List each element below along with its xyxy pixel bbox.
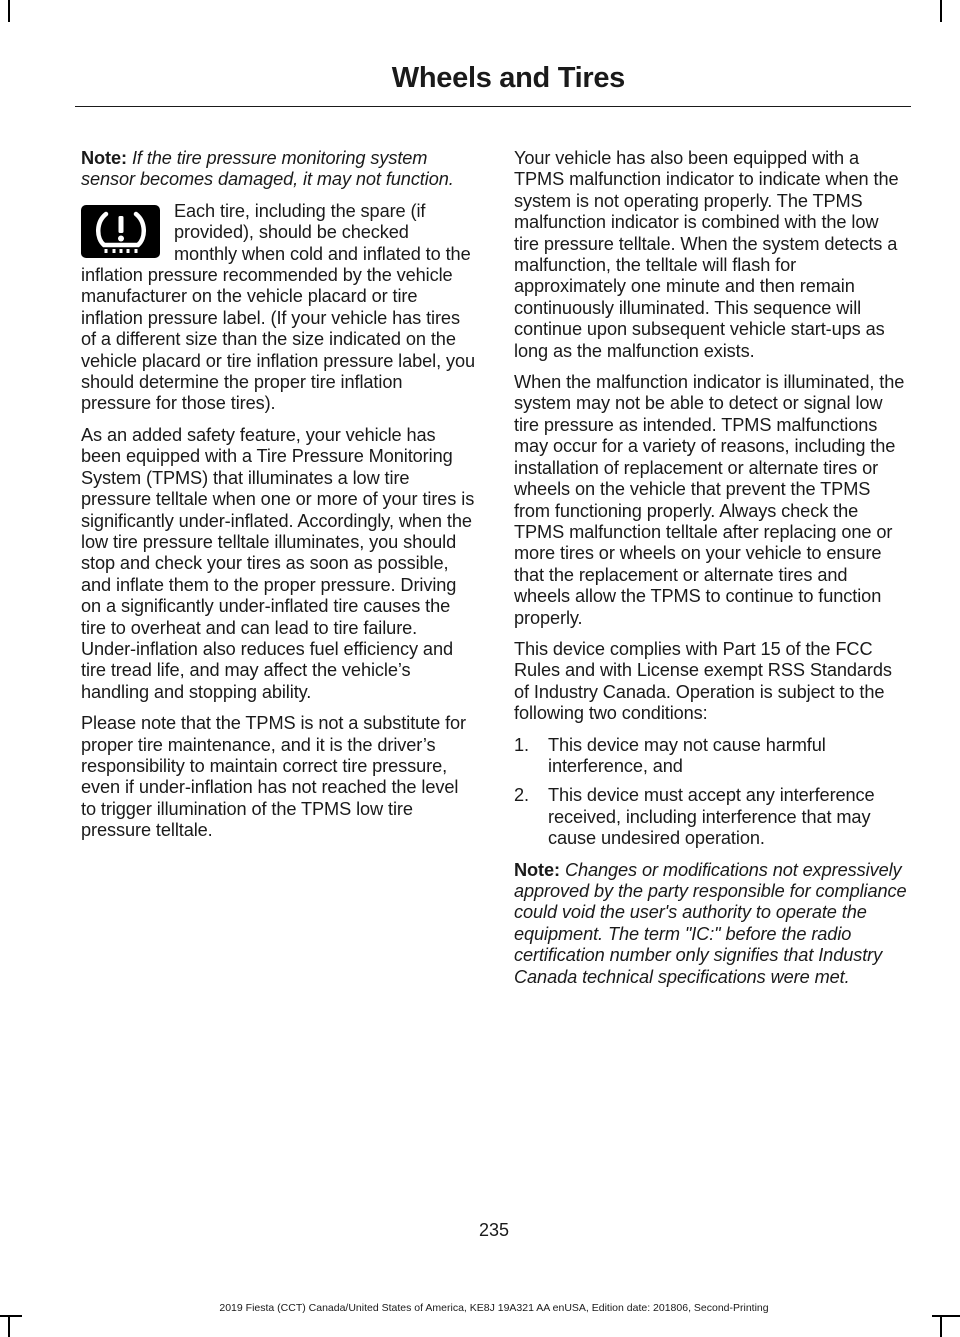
list-item-text: This device may not cause harmful interference, and [548, 734, 826, 776]
list-item [514, 785, 908, 849]
list-item-text: This device must accept any interference received, including interference that may cause undesired operation. [548, 785, 875, 849]
list-item-number: 1. [514, 734, 529, 755]
note-label: Note: [514, 859, 560, 880]
right-column [514, 148, 908, 998]
note-modifications [514, 860, 908, 988]
page-title: Wheels and Tires [391, 62, 625, 94]
tire-check-text: Each tire, including the spare (if provided), should be checked monthly when cold and inflated to the inflation pressure recommended by the vehicle manufacturer on the vehicle placard or tire inflation pressure label. (If your vehicle has tires of a different size than the size indicated on the vehicle placard or tire inflation pressure label, you should determine the proper tire inflation pressure for those tires). [81, 200, 476, 414]
crop-mark-bottom-left-h [0, 1315, 22, 1317]
tpms-malfunction-indicator-paragraph: Your vehicle has also been equipped with a TPMS malfunction indicator to indicate when the system is not operating properly. The TPMS malfunction indicator is combined with the low tire pressure telltale. When the system detects a malfunction, the telltale will flash for approximately one minute and then remain continuously illuminated. This sequence will continue upon subsequent vehicle start-ups as long as the malfunction exists. [514, 148, 899, 361]
tire-check-paragraph [81, 201, 476, 415]
note-label: Note: [81, 148, 127, 168]
crop-mark-top-right [940, 0, 942, 22]
page-number: 235 [478, 1220, 510, 1240]
crop-mark-bottom-left [8, 1315, 10, 1337]
crop-mark-bottom-right [940, 1315, 942, 1337]
crop-mark-top-left [8, 0, 10, 22]
crop-mark-bottom-right-h [932, 1315, 960, 1317]
header-divider [75, 106, 911, 107]
tpms-safety-paragraph: As an added safety feature, your vehicle has been equipped with a Tire Pressure Monitoring System (TPMS) that illuminates a low tire pressure telltale when one or more of your tires is significantly under-inflated. Accordingly, when the low tire pressure telltale illuminates, you should stop and check your tires as soon as possible, and inflate them to the proper pressure. Driving on a significantly under-inflated tire causes the tire to overheat and can lead to tire failure. Under-inflation also reduces fuel efficiency and tire tread life, and may affect the vehicle’s handling and stopping ability. [81, 424, 475, 702]
tpms-maintenance-paragraph: Please note that the TPMS is not a substitute for proper tire maintenance, and it is the driver’s responsibility to maintain correct tire pressure, even if under-inflation has not reached the level to trigger illumination of the TPMS low tire pressure telltale. [81, 713, 467, 841]
tpms-malfunction-causes-paragraph: When the malfunction indicator is illuminated, the system may not be able to detect or signal low tire pressure as intended. TPMS malfunctions may occur for a variety of reasons, including the installation of replacement or alternate tires or wheels on the vehicle that prevent the TPMS from functioning properly. Always check the TPMS malfunction telltale after replacing one or more tires or wheels on your vehicle to ensure that the replacement or alternate tires and wheels allow the TPMS to continue to function properly. [514, 372, 905, 628]
note-sensor-damage [81, 148, 476, 191]
low-tire-pressure-warning-icon [81, 205, 160, 258]
left-column [81, 148, 476, 852]
list-item [514, 735, 908, 778]
conditions-list [514, 735, 908, 850]
edition-footer: 2019 Fiesta (CCT) Canada/United States of America, KE8J 19A321 AA enUSA, Edition date: 201806, Second-Printing [219, 1302, 769, 1314]
note-text: Changes or modifications not expressively approved by the party responsible for compliance could void the user's authority to operate the equipment. The term "IC:" before the radio certification number only signifies that Industry Canada technical specifications were met. [514, 859, 907, 987]
fcc-compliance-paragraph: This device complies with Part 15 of the FCC Rules and with License exempt RSS Standards of Industry Canada. Operation is subject to the following two conditions: [514, 638, 892, 724]
list-item-number: 2. [514, 785, 529, 806]
note-text: If the tire pressure monitoring system sensor becomes damaged, it may not function. [81, 148, 454, 190]
